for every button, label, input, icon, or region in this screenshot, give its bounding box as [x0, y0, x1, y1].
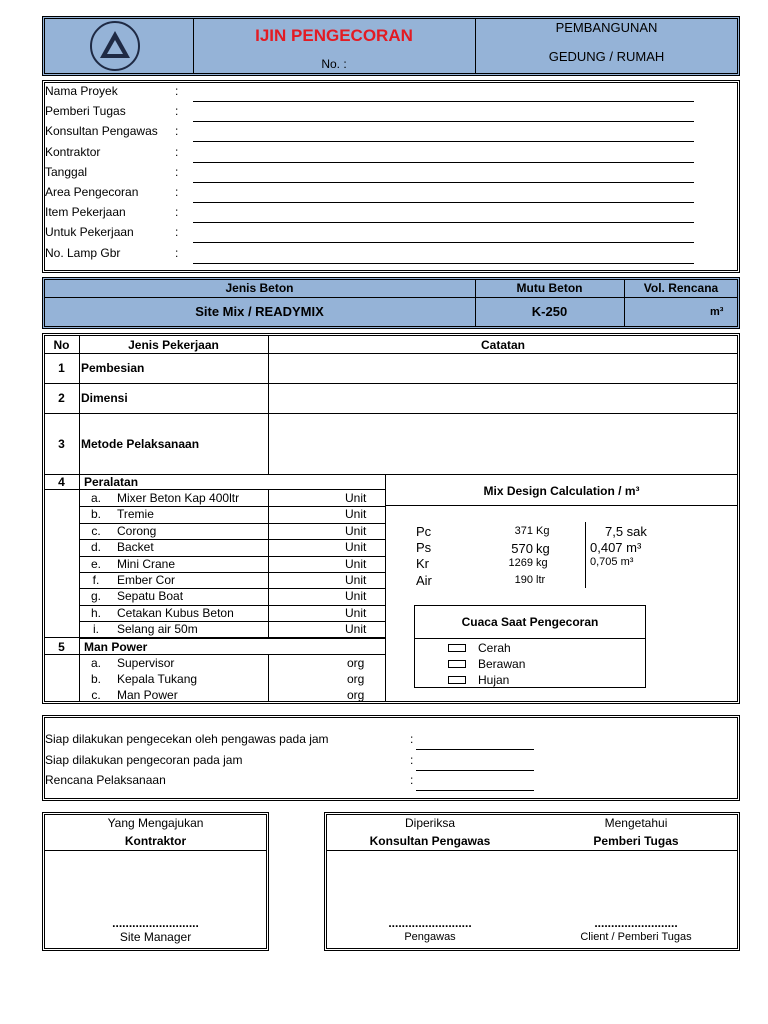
- info-field-label: Tanggal: [45, 164, 88, 179]
- consultant-caption: Diperiksa: [404, 816, 455, 830]
- page-title: IJIN PENGECORAN: [255, 26, 413, 45]
- owner-signer-name: Client / Pemberi Tugas: [580, 931, 692, 943]
- manpower-name: Kepala Tukang: [117, 672, 198, 687]
- document-number-label: No. :: [321, 57, 347, 71]
- schedule-label: Rencana Pelaksanaan: [45, 773, 166, 787]
- manpower-unit: org: [347, 656, 365, 670]
- schedule-time-input[interactable]: [416, 732, 534, 748]
- manpower-qty-input[interactable]: [270, 688, 340, 702]
- equipment-name: Sepatu Boat: [117, 589, 184, 604]
- info-field-label: Item Pekerjaan: [45, 205, 126, 220]
- info-field-colon: :: [175, 245, 179, 260]
- equipment-qty-input[interactable]: [270, 507, 340, 521]
- schedule-colon: :: [410, 732, 414, 746]
- table-col-divider-mix: [385, 474, 386, 702]
- mix-material-unit: kg: [536, 557, 548, 569]
- mix-material-unit: Kg: [536, 525, 550, 537]
- info-field-input[interactable]: [196, 165, 692, 183]
- equipment-letter: e.: [90, 556, 101, 571]
- weather-option-label: Hujan: [478, 673, 510, 687]
- contractor-signature-line: ..........................: [112, 916, 199, 930]
- info-field-underline: [193, 182, 694, 183]
- info-field-input[interactable]: [196, 145, 692, 163]
- concrete-grade-header: Mutu Beton: [516, 281, 583, 295]
- equipment-qty-input[interactable]: [270, 573, 340, 587]
- equipment-qty-input[interactable]: [270, 540, 340, 554]
- info-field-underline: [193, 202, 694, 203]
- equipment-unit: Unit: [345, 540, 367, 555]
- schedule-colon: :: [410, 773, 414, 787]
- equipment-name: Corong: [117, 523, 157, 538]
- equipment-letter: i.: [93, 622, 99, 637]
- mix-material-qty: 1269: [508, 557, 533, 569]
- mix-material-conversion: 7,5 sak: [605, 524, 647, 539]
- concrete-spec-row-divider: [44, 297, 738, 298]
- mix-design-divider: [585, 522, 586, 588]
- planned-volume-header: Vol. Rencana: [643, 281, 719, 295]
- info-field-colon: :: [175, 225, 179, 240]
- header-right-line2: GEDUNG / RUMAH: [548, 49, 665, 64]
- schedule-underline: [416, 790, 534, 791]
- info-field-colon: :: [175, 104, 179, 119]
- info-field-input[interactable]: [196, 84, 692, 102]
- table-header-no: No: [53, 338, 70, 352]
- equipment-qty-input[interactable]: [270, 557, 340, 571]
- info-field-underline: [193, 263, 694, 264]
- table-row-notes-cell[interactable]: [270, 355, 736, 381]
- mix-material-qty: 190: [514, 574, 533, 586]
- equipment-qty-input[interactable]: [270, 589, 340, 603]
- mix-material-conversion: 0,705 m³: [590, 556, 634, 568]
- equipment-name: Selang air 50m: [117, 622, 198, 637]
- equipment-letter: b.: [90, 507, 101, 522]
- schedule-time-input[interactable]: [416, 753, 534, 769]
- mix-material-name: Air: [416, 573, 432, 588]
- mix-design-title: Mix Design Calculation / m³: [483, 484, 640, 498]
- table-header-catatan: Catatan: [480, 338, 525, 352]
- info-field-colon: :: [175, 124, 179, 139]
- consultant-signature-line: .........................: [388, 916, 472, 930]
- info-field-label: Untuk Pekerjaan: [45, 225, 134, 240]
- table-row-number: 1: [58, 361, 65, 375]
- mix-material-name: Pc: [416, 524, 432, 539]
- mix-material-qty: 371: [514, 525, 533, 537]
- weather-option-label: Berawan: [478, 657, 526, 671]
- table-row-label: Dimensi: [81, 391, 128, 405]
- schedule-time-input[interactable]: [416, 773, 534, 789]
- equipment-qty-input[interactable]: [270, 524, 340, 538]
- info-field-input[interactable]: [196, 205, 692, 223]
- info-field-colon: :: [175, 84, 179, 98]
- info-field-label: Area Pengecoran: [45, 185, 139, 199]
- weather-title-divider: [414, 638, 646, 639]
- info-field-colon: :: [175, 205, 179, 220]
- equipment-unit: Unit: [345, 556, 367, 571]
- equipment-unit: Unit: [345, 523, 367, 538]
- info-field-input[interactable]: [196, 104, 692, 122]
- equipment-qty-input[interactable]: [270, 491, 340, 505]
- schedule-underline: [416, 770, 534, 771]
- weather-title: Cuaca Saat Pengecoran: [461, 615, 599, 629]
- header-right-line1: PEMBANGUNAN: [555, 20, 658, 35]
- equipment-letter: f.: [92, 573, 100, 587]
- equipment-name: Ember Cor: [117, 573, 176, 587]
- manpower-name: Man Power: [117, 688, 178, 703]
- equipment-name: Mini Crane: [117, 556, 176, 571]
- info-field-label: No. Lamp Gbr: [45, 245, 121, 260]
- manpower-unit: org: [347, 688, 365, 703]
- mix-material-name: Kr: [416, 556, 429, 571]
- consultant-role: Konsultan Pengawas: [369, 834, 491, 848]
- mix-material-conversion: 0,407 m³: [590, 540, 642, 555]
- concrete-type-value: Site Mix / READYMIX: [195, 304, 324, 319]
- owner-role: Pemberi Tugas: [593, 834, 679, 848]
- equipment-name: Backet: [117, 540, 154, 555]
- manpower-qty-input[interactable]: [270, 656, 340, 670]
- info-field-underline: [193, 242, 694, 243]
- info-field-underline: [193, 162, 694, 163]
- section-label-manpower: Man Power: [84, 640, 148, 654]
- section-number-manpower: 5: [58, 640, 65, 654]
- info-field-colon: :: [175, 164, 179, 179]
- manpower-col-divider: [268, 654, 269, 702]
- manpower-unit: org: [347, 672, 365, 687]
- info-field-underline: [193, 141, 694, 142]
- table-row-divider: [44, 474, 738, 475]
- approval-signature-divider: [326, 850, 738, 851]
- equipment-letter: h.: [90, 605, 101, 620]
- manpower-letter: c.: [91, 688, 101, 703]
- equipment-letter: d.: [90, 540, 101, 555]
- info-field-input[interactable]: [196, 124, 692, 142]
- table-row-number: 2: [58, 391, 65, 405]
- contractor-caption: Yang Mengajukan: [107, 816, 204, 830]
- table-row-notes-cell[interactable]: [270, 415, 736, 472]
- mix-title-divider: [385, 505, 738, 506]
- section-row-divider: [44, 637, 385, 638]
- section-number-peralatan: 4: [58, 475, 65, 489]
- info-field-input[interactable]: [196, 185, 692, 203]
- equipment-unit: Unit: [345, 507, 367, 522]
- table-row-label: Pembesian: [81, 361, 145, 375]
- table-row-number: 3: [58, 436, 65, 451]
- concrete-type-header: Jenis Beton: [225, 281, 294, 295]
- equipment-letter: c.: [91, 523, 101, 538]
- equipment-name: Tremie: [117, 507, 154, 522]
- equipment-unit: Unit: [345, 589, 367, 604]
- owner-signature-line: .........................: [594, 916, 678, 930]
- equipment-unit: Unit: [345, 491, 367, 505]
- weather-checkbox-berawan[interactable]: [448, 660, 466, 668]
- info-field-underline: [193, 101, 694, 102]
- manpower-letter: b.: [90, 672, 101, 687]
- equipment-qty-input[interactable]: [270, 606, 340, 620]
- weather-checkbox-cerah[interactable]: [448, 644, 466, 652]
- info-field-input[interactable]: [196, 246, 692, 264]
- equipment-col-divider: [268, 489, 269, 637]
- equipment-letter: g.: [90, 589, 101, 604]
- info-field-label: Kontraktor: [45, 144, 101, 159]
- info-field-label: Konsultan Pengawas: [45, 124, 158, 139]
- schedule-underline: [416, 749, 534, 750]
- table-row-label: Metode Pelaksanaan: [81, 436, 200, 451]
- contractor-signature-divider: [44, 850, 267, 851]
- mix-material-name: Ps: [416, 540, 432, 555]
- mix-material-unit: kg: [536, 541, 550, 556]
- equipment-letter: a.: [90, 491, 101, 505]
- equipment-unit: Unit: [345, 622, 367, 637]
- concrete-grade-value: K-250: [531, 304, 568, 319]
- weather-option-label: Cerah: [478, 641, 511, 655]
- consultant-signer-name: Pengawas: [404, 931, 456, 943]
- schedule-label: Siap dilakukan pengecekan oleh pengawas pada jam: [45, 732, 329, 746]
- section-row-divider: [44, 654, 385, 655]
- schedule-label: Siap dilakukan pengecoran pada jam: [45, 752, 243, 767]
- equipment-name: Mixer Beton Kap 400ltr: [117, 491, 240, 505]
- equipment-unit: Unit: [345, 605, 367, 620]
- owner-caption: Mengetahui: [604, 816, 668, 830]
- info-field-label: Pemberi Tugas: [45, 104, 126, 119]
- info-field-input[interactable]: [196, 225, 692, 243]
- contractor-role: Kontraktor: [124, 834, 187, 848]
- info-field-underline: [193, 222, 694, 223]
- planned-volume-unit: m³: [710, 306, 724, 318]
- info-field-underline: [193, 121, 694, 122]
- table-row-notes-cell[interactable]: [270, 385, 736, 411]
- weather-checkbox-hujan[interactable]: [448, 676, 466, 684]
- manpower-qty-input[interactable]: [270, 672, 340, 686]
- company-logo: [88, 20, 142, 72]
- mix-material-unit: ltr: [536, 574, 546, 586]
- schedule-colon: :: [410, 752, 414, 767]
- table-header-jenis: Jenis Pekerjaan: [128, 338, 219, 352]
- info-field-label: Nama Proyek: [45, 84, 118, 98]
- manpower-letter: a.: [90, 656, 101, 670]
- section-label-peralatan: Peralatan: [84, 475, 139, 489]
- equipment-name: Cetakan Kubus Beton: [117, 605, 234, 620]
- contractor-signer-name: Site Manager: [119, 930, 192, 944]
- info-field-colon: :: [175, 144, 179, 159]
- equipment-qty-input[interactable]: [270, 622, 340, 636]
- manpower-name: Supervisor: [117, 656, 175, 670]
- equipment-unit: Unit: [345, 573, 367, 587]
- section-row-divider: [44, 489, 385, 490]
- info-field-colon: :: [175, 185, 179, 199]
- mix-material-qty: 570: [511, 541, 533, 556]
